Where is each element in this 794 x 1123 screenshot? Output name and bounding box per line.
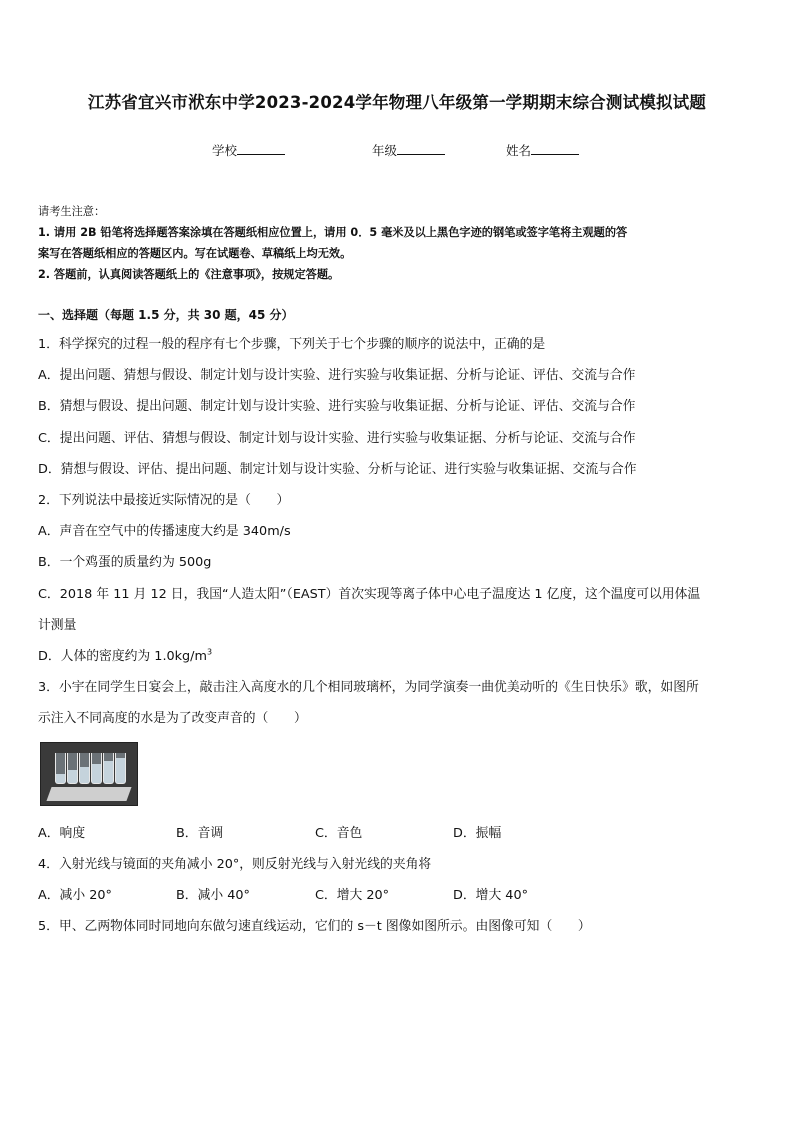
photo-board [46, 787, 131, 801]
q2-stem: 2．下列说法中最接近实际情况的是（ ） [38, 493, 290, 508]
section-heading: 一、选择题（每题 1.5 分，共 30 题，45 分） [38, 308, 294, 322]
q3-option-a: A．响度 [38, 826, 86, 841]
q2-option-d [38, 645, 212, 664]
q4-option-d: D．增大 40° [453, 888, 528, 903]
notice-item-1-cont: 案写在答题纸相应的答题区内。写在试题卷、草稿纸上均无效。 [38, 247, 352, 260]
q1-option-b: B．猜想与假设、提出问题、制定计划与设计实验、进行实验与收集证据、分析与论证、评估、交流与合作 [38, 399, 636, 414]
q2-option-c: C．2018 年 11 月 12 日，我国“人造太阳”（EAST）首次实现等离子体中心电子温度达 1 亿度，这个温度可以用体温 [38, 587, 701, 602]
q2-option-d-superscript: 3 [206, 647, 213, 657]
q3-option-d: D．振幅 [453, 826, 502, 841]
school-label: 学校 [212, 143, 238, 158]
glass-2 [67, 753, 78, 784]
q1-option-a: A．提出问题、猜想与假设、制定计划与设计实验、进行实验与收集证据、分析与论证、评估、交流与合作 [38, 368, 636, 383]
name-field [506, 141, 579, 159]
q3-stem: 3．小宇在同学生日宴会上，敲击注入高度水的几个相同玻璃杯，为同学演奏一曲优美动听的《生日快乐》歌，如图所 [38, 680, 699, 695]
page-title: 江苏省宜兴市洑东中学2023-2024学年物理八年级第一学期期末综合测试模拟试题 [87, 93, 707, 112]
grade-field [372, 141, 445, 159]
grade-blank [397, 142, 445, 155]
q3-option-c: C．音色 [315, 826, 363, 841]
q2-option-c-cont: 计测量 [38, 618, 77, 633]
q4-stem: 4．入射光线与镜面的夹角减小 20°，则反射光线与入射光线的夹角将 [38, 857, 432, 872]
q2-option-d-text: D．人体的密度约为 1.0kg/m [38, 649, 207, 664]
school-blank [237, 142, 285, 155]
school-field [212, 141, 285, 159]
name-label: 姓名 [506, 143, 532, 158]
glasses-photo [40, 742, 138, 806]
q1-option-d: D．猜想与假设、评估、提出问题、制定计划与设计实验、分析与论证、进行实验与收集证据、交流与合作 [38, 462, 637, 477]
glass-5 [103, 753, 114, 784]
q4-option-a: A．减小 20° [38, 888, 112, 903]
name-blank [531, 142, 579, 155]
q4-option-b: B．减小 40° [176, 888, 250, 903]
glass-1 [55, 753, 66, 784]
q4-option-c: C．增大 20° [315, 888, 390, 903]
q2-option-a: A．声音在空气中的传播速度大约是 340m/s [38, 524, 291, 539]
glass-4 [91, 753, 102, 784]
q3-option-b: B．音调 [176, 826, 224, 841]
grade-label: 年级 [372, 143, 398, 158]
notice-item-2: 2. 答题前，认真阅读答题纸上的《注意事项》，按规定答题。 [38, 268, 340, 281]
q2-option-b: B．一个鸡蛋的质量约为 500g [38, 555, 212, 570]
notice-item-1: 1. 请用 2B 铅笔将选择题答案涂填在答题纸相应位置上，请用 0．5 毫米及以上黑色字迹的钢笔或签字笔将主观题的答 [38, 226, 628, 239]
q5-stem: 5．甲、乙两物体同时同地向东做匀速直线运动，它们的 s－t 图像如图所示。由图像可知（ ） [38, 919, 591, 934]
q1-stem: 1．科学探究的过程一般的程序有七个步骤，下列关于七个步骤的顺序的说法中，正确的是 [38, 337, 546, 352]
notice-heading: 请考生注意： [38, 205, 106, 218]
glass-6 [115, 753, 126, 784]
q1-option-c: C．提出问题、评估、猜想与假设、制定计划与设计实验、进行实验与收集证据、分析与论证、交流与合作 [38, 431, 636, 446]
q3-stem-cont: 示注入不同高度的水是为了改变声音的（ ） [38, 711, 307, 726]
glass-3 [79, 753, 90, 784]
